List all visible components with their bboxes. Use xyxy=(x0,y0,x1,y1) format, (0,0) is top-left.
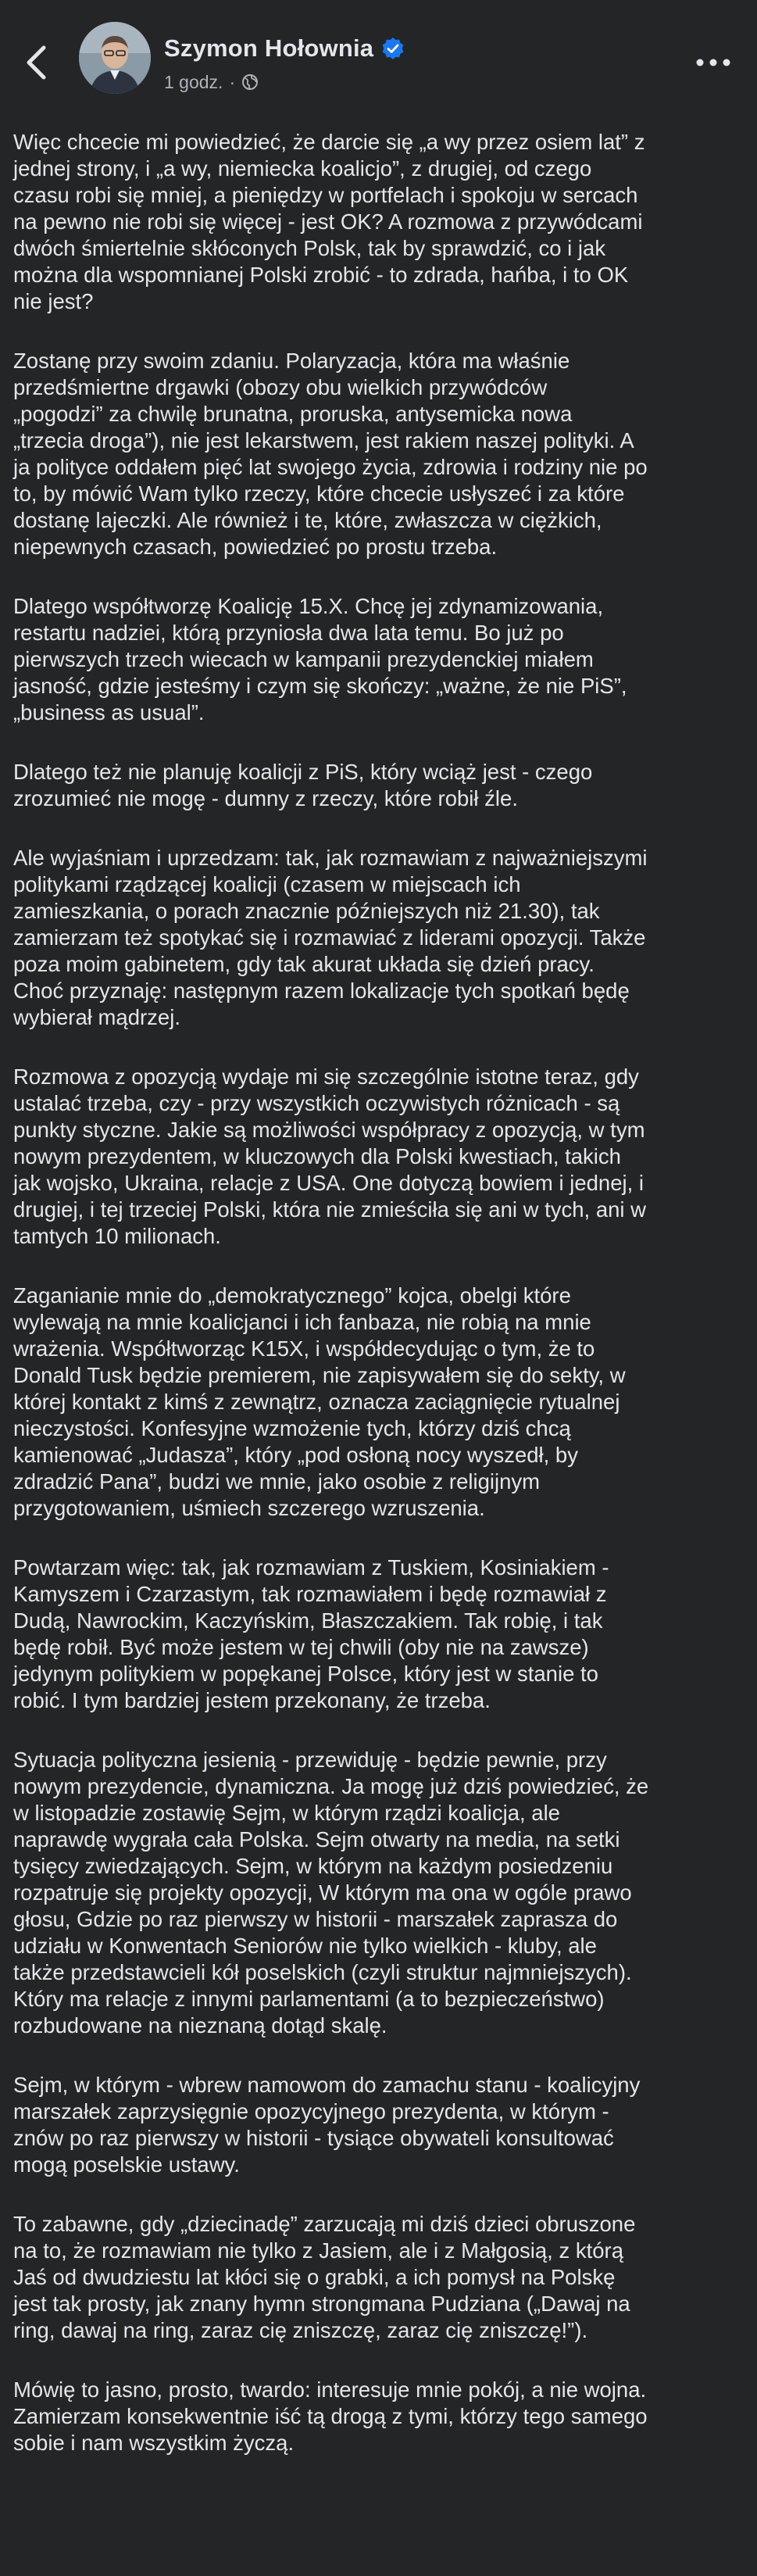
post-paragraph: Ale wyjaśniam i uprzedzam: tak, jak rozmawiam z najważniejszymi politykami rządzącej koalicji (czasem w miejscach ich zamieszkania, o porach znacznie późniejszych niż 21.30), tak zamierzam też spotykać się i rozmawiać z liderami opozycji. Także poza moim gabinetem, gdy tak akurat układa się dzień pracy. Choć przyznaję: następnym razem lokalizacje tych spotkań będę wybierał mądrzej. xyxy=(13,846,648,1029)
globe-icon xyxy=(241,73,259,91)
more-options-button[interactable] xyxy=(691,47,735,78)
back-button[interactable] xyxy=(14,41,58,84)
post-header xyxy=(0,0,757,133)
post-timestamp[interactable]: 1 godz. xyxy=(164,71,223,92)
post-text xyxy=(13,129,746,2489)
post-paragraph: Więc chcecie mi powiedzieć, że darcie się „a wy przez osiem lat” z jednej strony, i „a wy, niemiecka koalicjo”, z drugiej, od czego czasu robi się mniej, a pieniędzy w portfelach i spokoju w sercach na pewno nie robi się więcej - jest OK? A rozmowa z przywódcami dwóch śmiertelnie skłóconych Polsk, tak by sprawdzić, co i jak można dla wspomnianej Polski zrobić - to zdrada, hańba, i to OK nie jest? xyxy=(13,130,645,313)
post-paragraph: Zaganianie mnie do „demokratycznego” kojca, obelgi które wylewają na mnie koalicjanci i ich fanbaza, nie robią na mnie wrażenia. Współtworząc K15X, i współdecydując o tym, że to Donald Tusk będzie premierem, nie zapisywałem się do sekty, w której kontakt z kimś z zewnątrz, oznacza zaciągnięcie rytualnej nieczystości. Konfesyjne wzmożenie tych, którzy dziś chcą kamienować „Judasza”, który „pod osłoną nocy wyszedł, by zdradzić Pana”, budzi we mnie, jako osobie z religijnym przygotowaniem, uśmiech szczerego wzruszenia. xyxy=(13,1283,626,1520)
author-row xyxy=(164,31,405,66)
more-horizontal-icon xyxy=(695,58,731,67)
post-paragraph: To zabawne, gdy „dziecinadę” zarzucają mi dziś dzieci obruszone na to, że rozmawiam nie tylko z Jasiem, ale i z Małgosią, z którą Jaś od dwudziestu lat kłóci się o grabki, a ich pomysł na Polskę jest tak prosty, jak znany hymn strongmana Pudziana („Dawaj na ring, dawaj na ring, zaraz cię zniszczę, zaraz cię zniszczę!”). xyxy=(13,2212,636,2342)
verified-badge-icon xyxy=(381,37,405,60)
avatar[interactable] xyxy=(79,22,151,94)
post-meta xyxy=(164,69,259,95)
post-paragraph: Powtarzam więc: tak, jak rozmawiam z Tuskiem, Kosiniakiem - Kamyszem i Czarzastym, tak rozmawiałem i będę rozmawiał z Dudą, Nawrockim, Kaczyńskim, Błaszczakiem. Tak robię, i tak będę robił. Być może jestem w tej chwili (oby nie na zawsze) jedynym politykiem w popękanej Polsce, który jest w stanie to robić. I tym bardziej jestem przekonany, że trzeba. xyxy=(13,1555,609,1712)
post-paragraph: Zostanę przy swoim zdaniu. Polaryzacja, która ma właśnie przedśmiertne drgawki (obozy obu wielkich przywódców „pogodzi” za chwilę brunatna, proruska, antysemicka nowa „trzecia droga”), nie jest lekarstwem, jest rakiem naszej polityki. A ja polityce oddałem pięć lat swojego życia, zdrowia i rodziny nie po to, by mówić Wam tylko rzeczy, które chcecie usłyszeć i za które dostanę lajeczki. Ale również i te, które, zwłaszcza w ciężkich, niepewnych czasach, powiedzieć po prostu trzeba. xyxy=(13,349,648,559)
post-paragraph: Dlatego też nie planuję koalicji z PiS, który wciąż jest - czego zrozumieć nie mogę - dumny z rzeczy, które robił źle. xyxy=(13,760,593,810)
chevron-left-icon xyxy=(24,45,48,80)
author-name[interactable]: Szymon Hołownia xyxy=(164,34,374,62)
post-paragraph: Sytuacja polityczna jesienią - przewiduję - będzie pewnie, przy nowym prezydencie, dynamiczna. Ja mogę już dziś powiedzieć, że w listopadzie zostawię Sejm, w którym rządzi koalicja, ale naprawdę wygrała cała Polska. Sejm otwarty na media, na setki tysięcy zwiedzających. Sejm, w którym na każdym posiedzeniu rozpatruje się projekty opozycji, W którym ma ona w ogóle prawo głosu, Gdzie po raz pierwszy w historii - marszałek zaprasza do udziału w Konwentach Seniorów nie tylko wielkich - kluby, ale także przedstawcieli kół poselskich (czyli struktur najmniejszych). Który ma relacje z innymi parlamentami (a to bezpieczeństwo) rozbudowane na nieznaną dotąd skalę. xyxy=(13,1748,649,2038)
meta-separator: · xyxy=(229,71,236,92)
avatar-image xyxy=(79,22,151,94)
post-paragraph: Dlatego współtworzę Koalicję 15.X. Chcę jej zdynamizowania, restartu nadziei, którą przyniosła dwa lata temu. Bo już po pierwszych trzech wiecach w kampanii prezydenckiej miałem jasność, gdzie jesteśmy i czym się skończy: „ważne, że nie PiS”, „business as usual”. xyxy=(13,594,627,724)
post-paragraph: Mówię to jasno, prosto, twardo: interesuje mnie pokój, a nie wojna. Zamierzam konsekwentnie iść tą drogą z tymi, którzy tego samego sobie i nam wszystkim życzą. xyxy=(13,2377,648,2455)
post-paragraph: Sejm, w którym - wbrew namowom do zamachu stanu - koalicyjny marszałek zaprzysięgnie opozycyjnego prezydenta, w którym - znów po raz pierwszy w historii - tysiące obywateli konsultować mogą poselskie ustawy. xyxy=(13,2073,641,2177)
post-paragraph: Rozmowa z opozycją wydaje mi się szczególnie istotne teraz, gdy ustalać trzeba, czy - przy wszystkich oczywistych różnicach - są punkty styczne. Jakie są możliwości współpracy z opozycją, w tym nowym prezydentem, w kluczowych dla Polski kwestiach, takich jak wojsko, Ukraina, relacje z USA. One dotyczą bowiem i jednej, i drugiej, i tej trzeciej Polski, która nie zmieściła się ani w tych, ani w tamtych 10 milionach. xyxy=(13,1064,647,1248)
